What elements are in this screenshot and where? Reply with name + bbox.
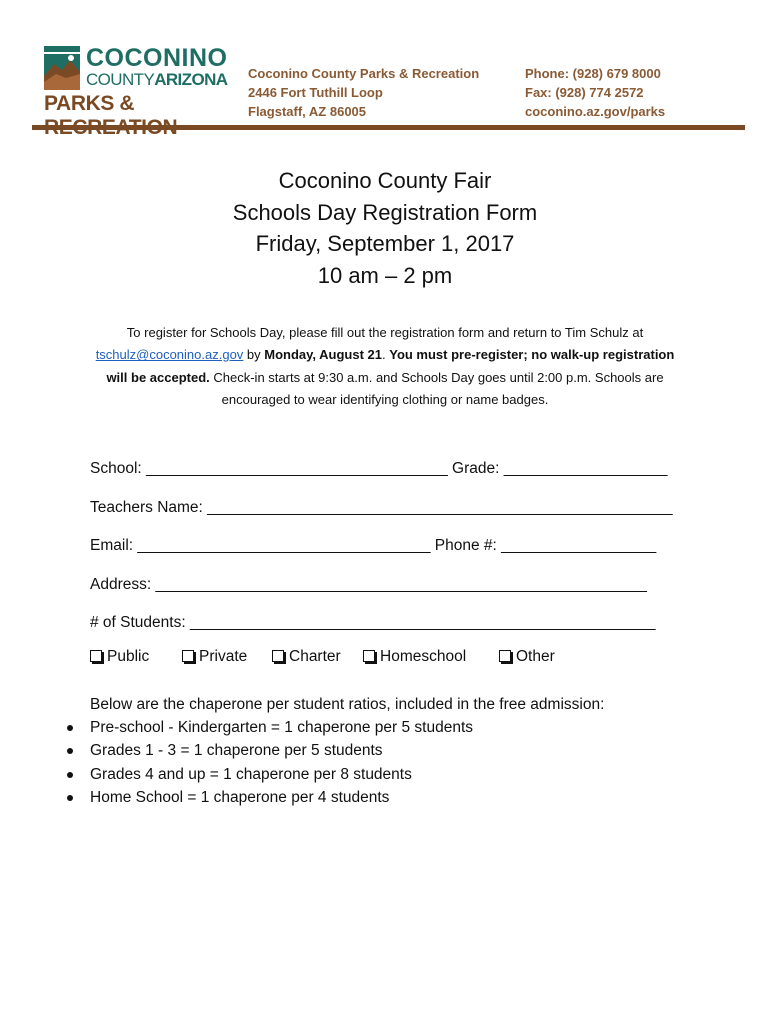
logo-text-county: COUNTY	[86, 70, 155, 89]
checkbox-icon[interactable]	[272, 650, 284, 662]
checkbox-label: Charter	[289, 648, 341, 665]
title-line: Schools Day Registration Form	[232, 199, 538, 225]
checkbox-homeschool[interactable]	[363, 648, 466, 666]
checkbox-label: Homeschool	[380, 648, 467, 665]
bullet-icon	[67, 772, 73, 778]
checkbox-icon[interactable]	[363, 650, 375, 662]
ratios-list	[60, 716, 473, 809]
teachers-name-field[interactable]: Teachers Name: ______________________________________________________	[90, 498, 673, 516]
email-phone-field[interactable]: Email: __________________________________ Phone #: __________________	[90, 537, 657, 554]
ratio-text: Pre-school - Kindergarten = 1 chaperone per 5 students	[90, 719, 473, 736]
checkbox-label: Public	[107, 648, 150, 665]
intro-text: To register for Schools Day, please fill out the registration form and return to Tim Schulz at	[126, 325, 644, 340]
logo-text-coconino: COCONINO	[86, 44, 228, 72]
ratio-text: Grades 1 - 3 = 1 chaperone per 5 students	[90, 742, 383, 760]
bullet-icon	[67, 748, 73, 754]
school-grade-field[interactable]: School: ___________________________________ Grade: ___________________	[90, 460, 668, 477]
checkbox-public[interactable]	[90, 648, 149, 666]
intro-text: .	[382, 347, 390, 363]
address-field[interactable]: Address: _________________________________________________________	[90, 575, 647, 593]
coconino-logo	[44, 44, 234, 118]
ratios-intro: Below are the chaperone per student ratios, included in the free admission:	[90, 696, 605, 713]
list-item	[60, 786, 473, 809]
email-link[interactable]: tschulz@coconino.az.gov	[95, 347, 244, 363]
registration-form	[90, 455, 710, 648]
header-contact	[525, 64, 665, 121]
list-item	[60, 739, 473, 762]
address-line: Coconino County Parks & Recreation	[248, 66, 480, 81]
logo-text-county-arizona	[86, 70, 227, 90]
checkbox-icon[interactable]	[499, 650, 511, 662]
checkbox-icon[interactable]	[182, 650, 194, 662]
mountain-logo-icon	[44, 46, 80, 90]
deadline-text: Monday, August 21	[264, 347, 382, 363]
checkbox-private[interactable]	[182, 648, 247, 666]
ratio-text: Grades 4 and up = 1 chaperone per 8 students	[90, 765, 412, 783]
list-item	[60, 716, 473, 739]
intro-text: by	[243, 347, 265, 363]
checkbox-charter[interactable]	[272, 648, 341, 666]
form-title	[0, 165, 770, 291]
address-line: Flagstaff, AZ 86005	[248, 104, 367, 119]
title-line: Coconino County Fair	[278, 168, 492, 193]
checkbox-label: Other	[516, 648, 555, 665]
checkbox-other[interactable]	[499, 648, 555, 666]
school-type-options	[90, 648, 710, 674]
address-line: 2446 Fort Tuthill Loop	[248, 85, 383, 100]
website-text: coconino.az.gov/parks	[525, 104, 666, 119]
bullet-icon	[67, 725, 73, 731]
preregister-warning: You must pre-register; no walk-up registration will be accepted.	[106, 347, 675, 385]
intro-text: Check-in starts at 9:30 a.m. and Schools Day goes until 2:00 p.m. Schools are encouraged to wear identifying clothing or name badges.	[209, 369, 664, 407]
header-divider	[32, 125, 745, 130]
intro-paragraph	[85, 322, 685, 411]
logo-text-arizona: ARIZONA	[154, 70, 228, 89]
bullet-icon	[67, 795, 73, 801]
fax-text: Fax: (928) 774 2572	[525, 85, 644, 100]
list-item	[60, 763, 473, 786]
number-of-students-field[interactable]: # of Students: ______________________________________________________	[90, 614, 656, 631]
logo-text-parks-recreation: PARKS &	[44, 92, 135, 115]
header-address	[248, 64, 479, 121]
title-line: 10 am – 2 pm	[317, 262, 453, 288]
title-line: Friday, September 1, 2017	[255, 231, 515, 256]
ratio-text: Home School = 1 chaperone per 4 students	[90, 788, 390, 806]
phone-text: Phone: (928) 679 8000	[525, 66, 661, 81]
checkbox-icon[interactable]	[90, 650, 102, 662]
checkbox-label: Private	[199, 648, 248, 665]
